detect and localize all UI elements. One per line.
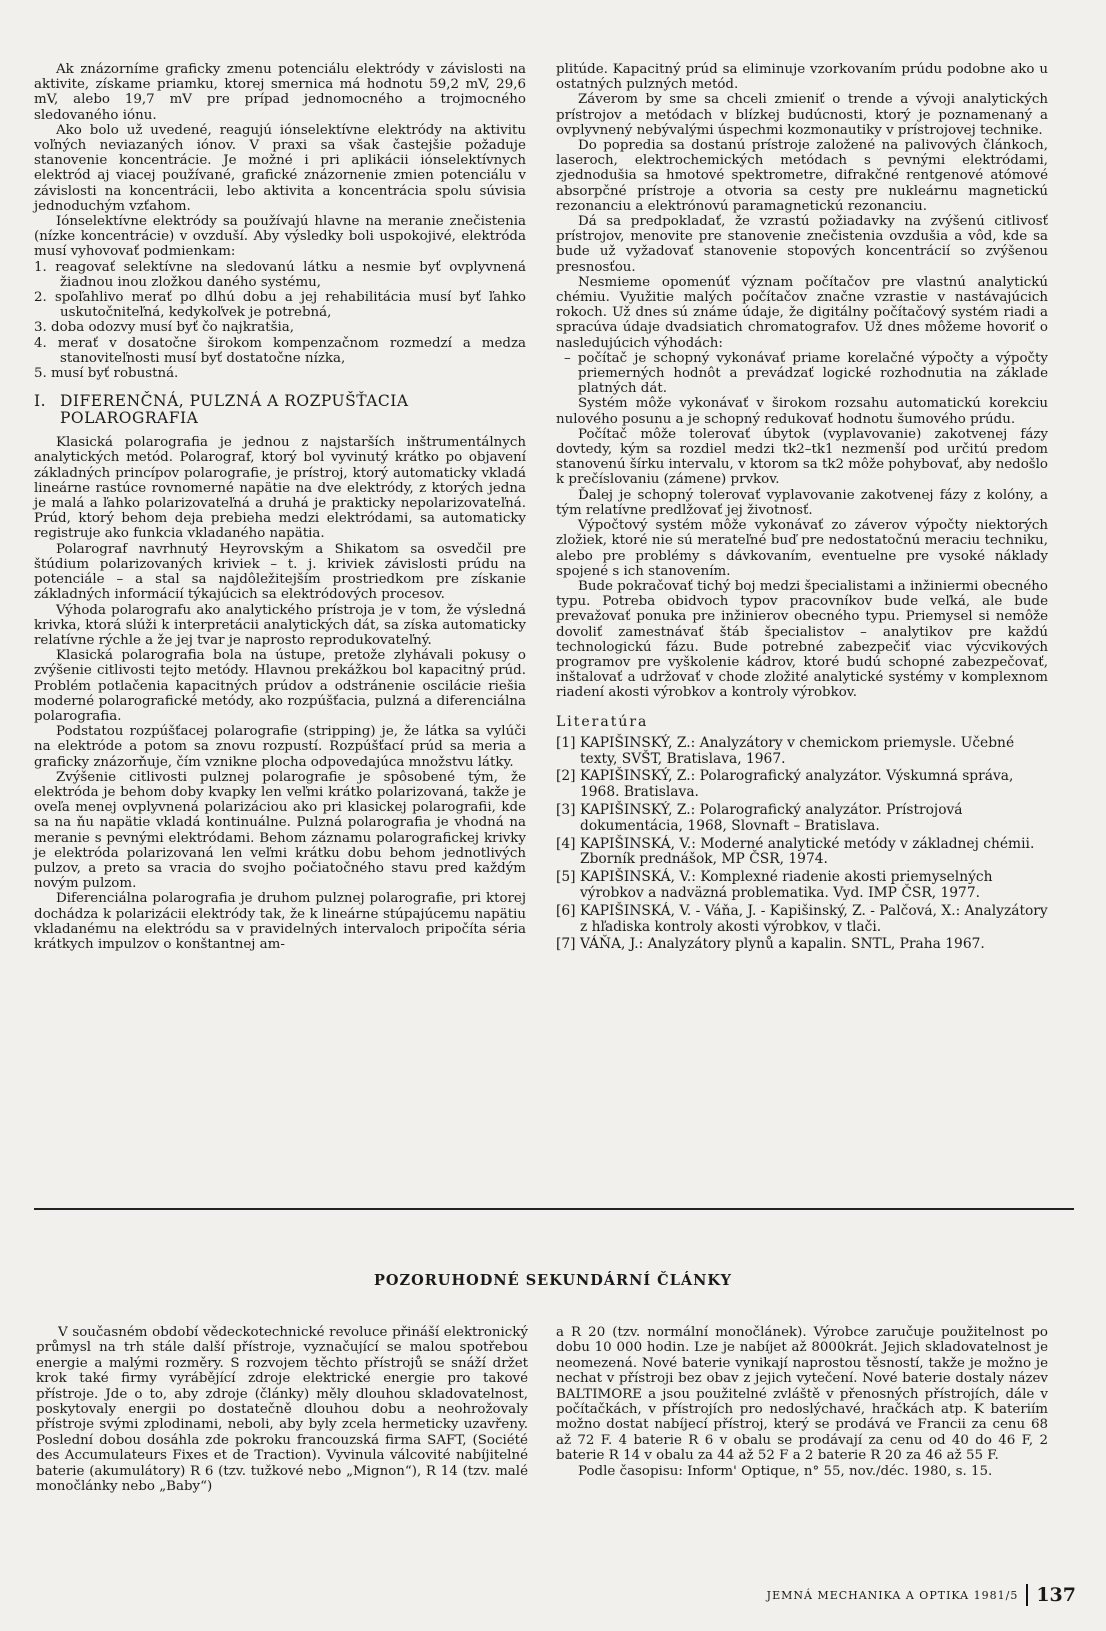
reference-number: [7] bbox=[556, 936, 576, 953]
paragraph: Polarograf navrhnutý Heyrovským a Shikatom sa osvedčil pre štúdium polarizovaných kriviek – t. j. kriviek závislosti prúdu na potenciále – a stal sa najdôležitejším prostriedkom pre získanie základných informácií týkajúcich sa elektródových procesov. bbox=[34, 541, 526, 603]
paragraph: Klasická polarografia bola na ústupe, pretože zlyhávali pokusy o zvýšenie citlivosti tejto metódy. Hlavnou prekážkou bol kapacitný prúd. Problém potlačenia kapacitných prúdov a odstránenie oscilácie riešia moderné polarografické metódy, ako rozpúšťacia, pulzná a diferenciálna polarografia. bbox=[34, 648, 526, 724]
paragraph: Nesmieme opomenúť význam počítačov pre vlastnú analytickú chémiu. Využitie malých počítačov značne vzrastie v nastávajúcich rokoch. Už dnes sú známe údaje, že digitálny počítačový systém riadi a spracúva údaje dvadsiatich chromatografov. Už dnes môžeme hovoriť o nasledujúcich výhodách: bbox=[556, 274, 1048, 351]
section-divider bbox=[34, 1208, 1074, 1210]
reference-text: KAPIŠINSKÝ, Z.: Polarografický analyzátor. Prístrojová dokumentácia, 1968, Slovnaft – Bratislava. bbox=[580, 801, 963, 834]
section-heading-line1: DIFERENČNÁ, PULZNÁ A ROZPUŠŤACIA bbox=[60, 392, 409, 411]
paragraph: Zvýšenie citlivosti pulznej polarografie je spôsobené tým, že elektróda je behom doby kvapky len veľmi krátko polarizovaná, takže je oveľa menej ovplyvnená polarizáciou ako pri klasickej polarografii, kde sa na ňu napätie vkladá kontinuálne. Pulzná polarografia je vhodná na meranie s pevnými elektródami. Behom záznamu polarografickej krivky je elektróda polarizovaná len veľmi krátku dobu behom jednotlivých pulzov, a preto sa vracia do svojho počiatočného stavu pred každým novým pulzom. bbox=[34, 769, 526, 892]
paragraph: a R 20 (tzv. normální monočlánek). Výrobce zaručuje použitelnost po dobu 10 000 hodin. Lze je nabíjet až 8000krát. Jejich skladovatelnost je neomezená. Nové baterie vynikají naprostou těsností, takže je možno je nechat v přístroji bez obav z jejich vytečení. Nové baterie dostaly název BALTIMORE a jsou použitelné zvláště v přenosných přístrojích, dále v počítačkách, v přístrojích pro nedoslýchavé, hračkách atp. K bateriím možno dostat nabíjecí přístroj, který se prodává ve Francii za cenu 68 až 72 F. 4 baterie R 6 v obalu se prodávají za cenu od 40 do 46 F, 2 baterie R 14 v obalu za 44 až 52 F a 2 baterie R 20 za 46 až 55 F. bbox=[556, 1325, 1048, 1464]
reference-text: KAPIŠINSKÁ, V. - Váňa, J. - Kapišinský, Z. - Palčová, X.: Analyzátory z hľadiska kontroly akosti výrobkov, v tlači. bbox=[580, 902, 1048, 935]
journal-name: JEMNÁ MECHANIKA A OPTIKA 1981/5 bbox=[766, 1588, 1019, 1602]
reference-item bbox=[556, 736, 1048, 768]
reference-number: [5] bbox=[556, 869, 576, 886]
section-heading-line2: POLAROGRAFIA bbox=[60, 409, 199, 428]
article2-title: POZORUHODNÉ SEKUNDÁRNÍ ČLÁNKY bbox=[374, 1272, 732, 1289]
reference-text: KAPIŠINSKÁ, V.: Komplexné riadenie akosti priemyselných výrobkov a nadväzná problematika. Vyd. IMP ČSR, 1977. bbox=[580, 869, 993, 901]
references-list bbox=[556, 736, 1048, 953]
reference-item bbox=[556, 937, 1048, 953]
reference-text: VÁŇA, J.: Analyzátory plynů a kapalin. SNTL, Praha 1967. bbox=[580, 936, 985, 953]
article1-column-left bbox=[34, 62, 526, 952]
reference-item bbox=[556, 769, 1048, 801]
list-item: 1. reagovať selektívne na sledovanú látku a nesmie byť ovplyvnená žiadnou inou zložkou daného systému, bbox=[34, 259, 526, 290]
paragraph: Výhoda polarografu ako analytického prístroja je v tom, že výsledná krivka, ktorá slúži k interpretácii analytických dát, sa získa automaticky relatívne rýchle a že jej tvar je naprosto reprodukovateľný. bbox=[34, 602, 526, 648]
paragraph: Systém môže vykonávať v širokom rozsahu automatickú korekciu nulového posunu a je schopný redukovať hodnotu šumového prúdu. bbox=[556, 396, 1048, 427]
paragraph: Iónselektívne elektródy sa používajú hlavne na meranie znečistenia (nízke koncentrácie) v ovzduší. Aby výsledky boli uspokojivé, elektróda musí vyhovovať podmienkam: bbox=[34, 214, 526, 260]
reference-number: [3] bbox=[556, 801, 576, 818]
list-item: 5. musí byť robustná. bbox=[34, 366, 179, 382]
list-item: 4. merať v dosatočne širokom kompenzačnom rozmedzí a medza stanoviteľnosti musí byť dostatočne nízka, bbox=[34, 335, 526, 366]
references-heading: Literatúra bbox=[556, 713, 649, 730]
reference-text: KAPIŠINSKÝ, Z.: Analyzátory v chemickom priemysle. Učebné texty, SVŠT, Bratislava, 1967. bbox=[580, 734, 1015, 767]
footer-divider bbox=[1026, 1584, 1028, 1606]
reference-item bbox=[556, 870, 1048, 902]
reference-number: [4] bbox=[556, 835, 576, 852]
article2-column-left bbox=[36, 1325, 528, 1494]
reference-number: [2] bbox=[556, 768, 576, 785]
paragraph: Diferenciálna polarografia je druhom pulznej polarografie, pri ktorej dochádza k polarizácii elektródy tak, že k lineárne stúpajúcemu napätiu vkladanému na elektródu sa v pravidelných intervaloch pripočíta séria krátkych impulzov o konštantnej am- bbox=[34, 891, 526, 952]
paragraph: Dá sa predpokladať, že vzrastú požiadavky na zvýšenú citlivosť prístrojov, menovite pre stanovenie znečistenia ovzdušia a vôd, kde sa bude už vyžadovať stanovenie stopových koncentrácií so zvýšenou presnosťou. bbox=[556, 214, 1048, 275]
source-note: Podle časopisu: Inform' Optique, n° 55, nov./déc. 1980, s. 15. bbox=[578, 1463, 993, 1479]
section-heading bbox=[34, 393, 526, 427]
paragraph: Do popredia sa dostanú prístroje založené na palivových článkoch, laseroch, elektrochemických metódach s pevnými elektródami, zjednodušia sa hmotové spektrometre, difrakčné rentgenové atómové absorpčné prístroje a otvoria sa cesty pre nukleárnu magnetickú rezonanciu a elektrónovú paramagnetickú rezonanciu. bbox=[556, 138, 1048, 214]
paragraph: Výpočtový systém môže vykonávať zo záverov výpočty niektorých zložiek, ktoré nie sú merateľné buď pre nedostatočnú meraciu techniku, alebo pre problémy s dávkovaním, eventuelne pre vysoké náklady spojené s ich stanovením. bbox=[556, 518, 1048, 579]
paragraph: Ďalej je schopný tolerovať vyplavovanie zakotvenej fázy z kolóny, a tým relatívne predlžovať jej životnosť. bbox=[556, 487, 1048, 518]
paragraph: Počítač môže tolerovať úbytok (vyplavovanie) zakotvenej fázy dovtedy, kým sa rozdiel medzi tk2–tk1 nezmenší pod určitú predom stanovenú šírku intervalu, v ktorom sa tk2 môže pohybovať, aby nedošlo k prečíslovaniu (zámene) prvkov. bbox=[556, 426, 1048, 488]
list-item: 3. doba odozvy musí byť čo najkratšia, bbox=[34, 320, 294, 336]
dash-list-item: – počítač je schopný vykonávať priame korelačné výpočty a výpočty priemerných hodnôt a prevádzať logické rozhodnutia na základe platných dát. bbox=[564, 350, 1048, 397]
reference-number: [6] bbox=[556, 902, 576, 919]
reference-text: KAPIŠINSKÝ, Z.: Polarografický analyzátor. Výskumná správa, 1968. Bratislava. bbox=[580, 768, 1014, 801]
page-footer bbox=[767, 1584, 1076, 1606]
paragraph: V současném období vědeckotechnické revoluce přináší elektronický průmysl na trh stále další přístroje, vyznačující se malou spotřebou energie a malými rozměry. S rozvojem těchto přístrojů se snáží držet krok také firmy vyrábějící zdroje elektrické energie pro takové přístroje. Jde o to, aby zdroje (články) měly dlouhou skladovatelnost, poskytovaly energii po dostatečně dlouhou dobu a neohrožovaly přístroje svými zplodinami, neboli, aby byly zcela hermeticky uzavřeny. Poslední dobou dosáhla zde pokroku francouzská firma SAFT, (Société des Accumulateurs Fixes et de Traction). Vyvinula válcovité nabíjitelné baterie (akumulátory) R 6 (tzv. tužkové nebo „Mignon“), R 14 (tzv. malé monočlánky nebo „Baby“) bbox=[36, 1325, 528, 1495]
paragraph: Záverom by sme sa chceli zmieniť o trende a vývoji analytických prístrojov a metódach v blízkej budúcnosti, ktorý je poznamenaný a ovplyvnený nebývalými úspechmi kozmonautiky v prístrojovej technike. bbox=[556, 92, 1048, 138]
page-number: 137 bbox=[1036, 1584, 1076, 1606]
paragraph: Klasická polarografia je jednou z najstarších inštrumentálnych analytických metód. Polarograf, ktorý bol vyvinutý krátko po objavení základných princípov polarografie, je prístroj, ktorý automaticky vkladá lineárne rastúce rovnomerné napätie na dve elektródy, z ktorých jedna je malá a ľahko polarizovateľná a druhá je prakticky nepolarizovateľná. Prúd, ktorý behom deja prebieha medzi elektródami, sa automaticky registruje ako funkcia vkladaného napätia. bbox=[34, 435, 526, 542]
paragraph: Ako bolo už uvedené, reagujú iónselektívne elektródy na aktivitu voľných neviazaných iónov. V praxi sa však častejšie požaduje stanovenie koncentrácie. Je možné i pri aplikácii iónselektívnych elektród aj viacej používané, grafické znázornenie zmien potenciálu v závislosti na koncentrácii, lebo aktivita a koncentrácia spolu súvisia jednoduchým vzťahom. bbox=[34, 122, 526, 214]
reference-number: [1] bbox=[556, 734, 576, 751]
paragraph: Ak znázorníme graficky zmenu potenciálu elektródy v závislosti na aktivite, získame priamku, ktorej smernica má hodnotu 59,2 mV, 29,6 mV, alebo 19,7 mV pre prípad jednomocného a trojmocného sledovaného iónu. bbox=[34, 62, 526, 123]
reference-text: KAPIŠINSKÁ, V.: Moderné analytické metódy v základnej chémii. Zborník prednášok, MP ČSR, 1974. bbox=[580, 835, 1035, 868]
paragraph: Podstatou rozpúšťacej polarografie (stripping) je, že látka sa vylúči na elektróde a potom sa znovu rozpustí. Rozpúšťací prúd sa meria a graficky znázorňuje, čím vznikne plocha odpovedajúca množstvu látky. bbox=[34, 724, 526, 770]
list-item: 2. spoľahlivo merať po dlhú dobu a jej rehabilitácia musí byť ľahko uskutočniteľná, kedykoľvek je potrebná, bbox=[34, 290, 526, 321]
reference-item bbox=[556, 837, 1048, 869]
reference-item bbox=[556, 803, 1048, 835]
section-number: I. bbox=[34, 392, 47, 411]
article1-column-right bbox=[556, 62, 1048, 955]
paragraph: Bude pokračovať tichý boj medzi špecialistami a inžiniermi obecného typu. Potreba obidvoch typov pracovníkov bude veľká, ale bude prevažovať ponuka pre inžinierov obecného typu. Priemysel si nemôže dovoliť zamestnávať štáb špecialistov – analytikov pre každú technologickú fázu. Bude potrebné zabezpečiť viac výcvikových programov pre vyškolenie kádrov, ktoré budú schopné zabezpečovať, inštalovať a udržovať v chode zložité analytické systémy v komplexnom riadení akosti výrobkov a kontroly výrobkov. bbox=[556, 578, 1048, 701]
reference-item bbox=[556, 904, 1048, 936]
paragraph: plitúde. Kapacitný prúd sa eliminuje vzorkovaním prúdu podobne ako u ostatných pulzných metód. bbox=[556, 62, 1048, 93]
article2-column-right bbox=[556, 1325, 1048, 1479]
